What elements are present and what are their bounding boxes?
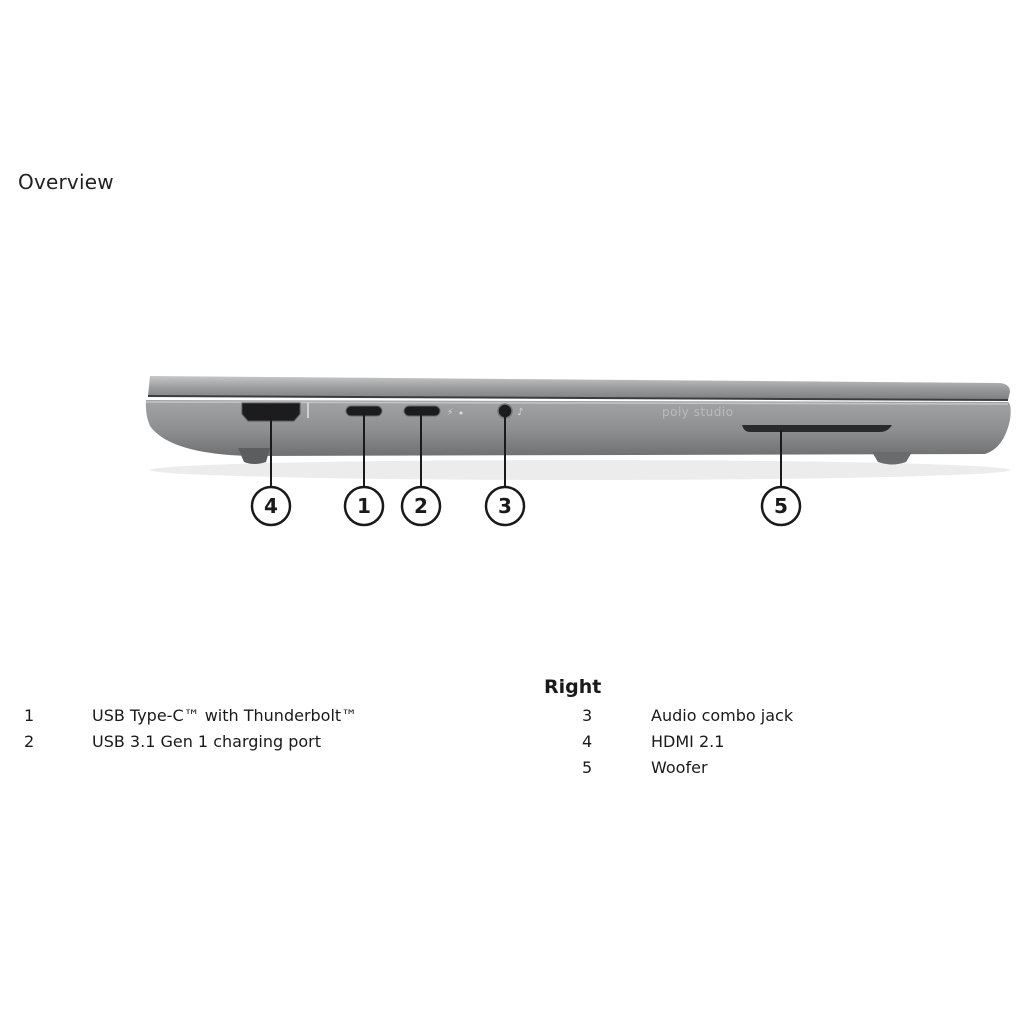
callout-3 bbox=[486, 487, 524, 525]
callout-4 bbox=[252, 487, 290, 525]
page-title: Overview bbox=[18, 170, 114, 194]
floor-shadow bbox=[150, 460, 1010, 480]
callout-2 bbox=[402, 487, 440, 525]
svg-text:4: 4 bbox=[264, 494, 278, 518]
headphone-icon: ♪ bbox=[517, 407, 524, 418]
laptop-side-view bbox=[0, 360, 1024, 540]
legend-number: 5 bbox=[582, 758, 593, 777]
lightning-icon: ⚡ bbox=[447, 408, 454, 418]
legend-text: USB 3.1 Gen 1 charging port bbox=[92, 732, 322, 751]
callout-1 bbox=[345, 487, 383, 525]
section-label-right: Right bbox=[544, 676, 602, 698]
svg-text:1: 1 bbox=[357, 494, 371, 518]
legend-text: HDMI 2.1 bbox=[651, 732, 725, 751]
rear-foot bbox=[872, 452, 912, 465]
front-foot bbox=[238, 448, 270, 464]
svg-text:2: 2 bbox=[414, 494, 428, 518]
svg-text:3: 3 bbox=[498, 494, 512, 518]
callout-5 bbox=[762, 487, 800, 525]
brand-label: poly studio bbox=[662, 405, 734, 419]
legend-text: Audio combo jack bbox=[651, 706, 794, 725]
woofer-slot-icon bbox=[742, 425, 892, 432]
legend-text: USB Type-C™ with Thunderbolt™ bbox=[92, 706, 358, 725]
legend-text: Woofer bbox=[651, 758, 708, 777]
legend-number: 1 bbox=[24, 706, 35, 725]
svg-text:5: 5 bbox=[774, 494, 788, 518]
legend-number: 2 bbox=[24, 732, 35, 751]
legend-number: 3 bbox=[582, 706, 593, 725]
legend-number: 4 bbox=[582, 732, 593, 751]
